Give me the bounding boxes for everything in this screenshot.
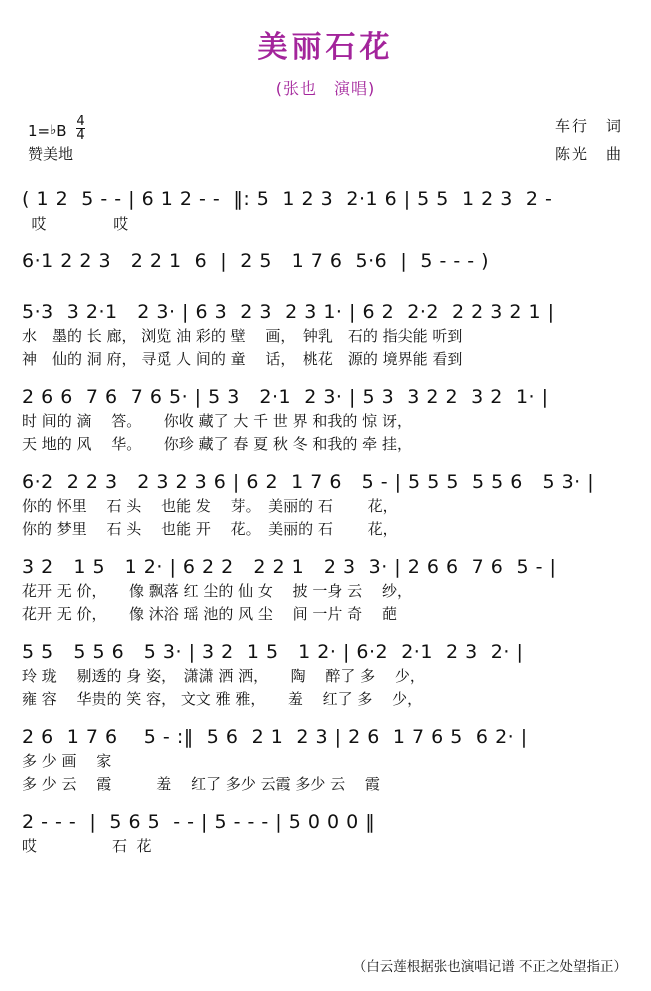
- time-numerator: 4: [76, 114, 85, 129]
- page-title: 美丽石花: [257, 30, 394, 65]
- notation-row: ( 1 2 5 - - | 6 1 2 - - ‖: 5 1 2 3 2·1 6 | 5 5 1 2 3 2 -: [22, 188, 553, 210]
- system-6: [22, 547, 629, 626]
- notation-row: 2 6 1 7 6 5 - :‖ 5 6 2 1 2 3 | 2 6 1 7 6 5 6 2· |: [22, 725, 528, 748]
- system-3: [22, 292, 629, 371]
- music-systems: [0, 179, 651, 858]
- notation-row: 2 6 6 7 6 7 6 5· | 5 3 2·1 2 3· | 5 3 3 2 2 3 2 1· |: [22, 385, 549, 408]
- lyric-line: 玲 珑 剔透的 身 姿， 潇潇 洒 洒， 陶 醉了 多 少，: [22, 667, 425, 686]
- transcription-note: （白云莲根据张也演唱记谱 不正之处望指正）: [352, 959, 627, 975]
- notation-row: 5·3 3 2·1 2 3· | 6 3 2 3 2 3 1· | 6 2 2·2 2 2 3 2 1 |: [22, 300, 555, 323]
- lyric-line: 天 地的 风 华。 你珍 藏了 春 夏 秋 冬 和我的 牵 挂，: [22, 435, 412, 453]
- key-letter: B: [56, 122, 67, 140]
- lyric-line: 花开 无 价， 像 沐浴 瑶 池的 风 尘 间 一片 奇 葩: [22, 605, 397, 623]
- spacer: [22, 276, 629, 286]
- lyricist-credit: 车行 词: [554, 117, 623, 135]
- lyric-line: 雍 容 华贵的 笑 容， 文文 雅 雅， 羞 红了 多 少，: [22, 690, 423, 708]
- system-8: [22, 717, 629, 796]
- system-5: [22, 462, 629, 541]
- notation-row: 6·1 2 2 3 2 2 1 6 | 2 5 1 7 6 5·6 | 5 - - - ): [22, 250, 490, 273]
- header-info: [0, 113, 651, 173]
- lyric-line: 你的 梦里 石 头 也能 开 花。 美丽的 石 花，: [22, 520, 398, 538]
- system-2: [22, 241, 629, 286]
- system-1: [22, 179, 629, 235]
- lyric-line: 哎 哎: [22, 214, 129, 233]
- lyric-line: 多 少 云 霞 羞 红了 多少 云霞 多少 云 霞: [22, 775, 380, 793]
- system-9: [22, 802, 629, 858]
- time-denominator: 4: [76, 128, 85, 143]
- lyric-line: 时 间的 滴 答。 你收 藏了 大 千 世 界 和我的 惊 讶，: [22, 412, 412, 431]
- lyric-line: 哎 石 花: [22, 837, 152, 856]
- lyric-line: 水 墨的 长 廊， 浏览 油 彩的 壁 画， 钟乳 石的 指尖能 听到: [22, 327, 463, 346]
- key-signature: [28, 115, 85, 142]
- lyric-line: 神 仙的 洞 府， 寻觅 人 间的 童 话， 桃花 源的 境界能 看到: [22, 350, 463, 368]
- performer-subtitle: (张也 演唱): [275, 79, 376, 98]
- time-signature: [76, 115, 84, 142]
- tempo-mood: 赞美地: [28, 145, 74, 163]
- system-4: [22, 377, 629, 456]
- flat-icon: ♭: [50, 123, 57, 138]
- lyric-line: 多 少 画 家: [22, 752, 112, 771]
- lyric-line: 花开 无 价， 像 飘落 红 尘的 仙 女 披 一身 云 纱，: [22, 582, 412, 601]
- lyric-line: 你的 怀里 石 头 也能 发 芽。 美丽的 石 花，: [22, 497, 398, 516]
- key-label: 1=: [28, 122, 51, 140]
- sheet-music-page: [0, 22, 651, 991]
- notation-row: 3 2 1 5 1 2· | 6 2 2 2 2 1 2 3 3· | 2 6 6 7 6 5 - |: [22, 555, 557, 578]
- notation-row: 2 - - - | 5 6 5 - - | 5 - - - | 5 0 0 0 ‖: [22, 810, 376, 833]
- notation-row: 5 5 5 5 6 5 3· | 3 2 1 5 1 2· | 6·2 2·1 2 3 2· |: [22, 640, 524, 663]
- system-7: [22, 632, 629, 711]
- composer-credit: 陈光 曲: [554, 145, 623, 163]
- notation-row: 6·2 2 2 3 2 3 2 3 6 | 6 2 1 7 6 5 - | 5 5 5 5 5 6 5 3· |: [22, 470, 595, 493]
